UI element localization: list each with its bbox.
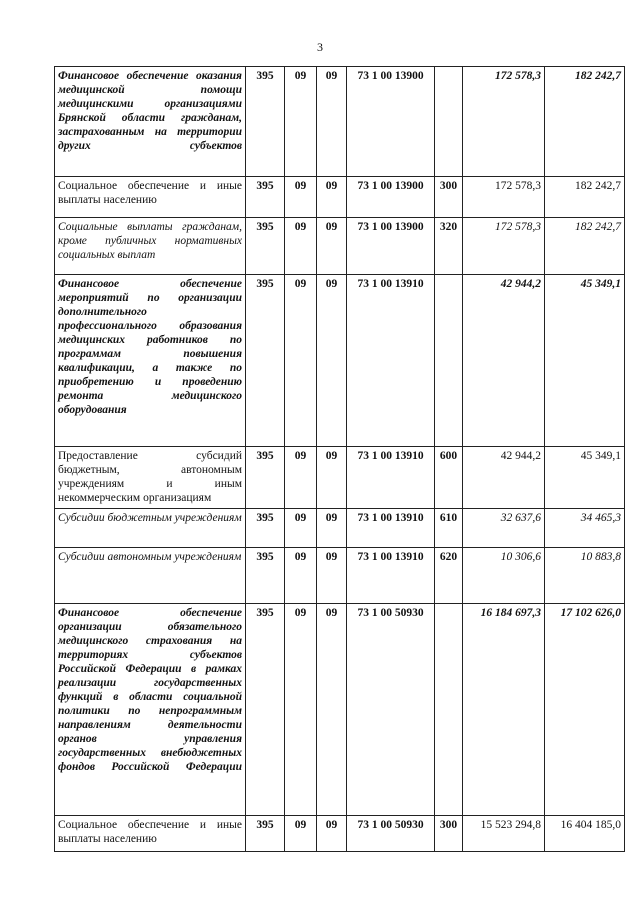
row-name: Социальное обеспечение и иные выплаты населению [55, 177, 246, 218]
table-row [55, 548, 625, 604]
cell-cs: 73 1 00 50930 [347, 816, 435, 852]
row-name: Финансовое обеспечение организации обязательного медицинского страхования на территориях субъектов Российской Федерации в рамках реализации государственных функций в области социальной политики по непрограммным направлениям деятельности органов управления государственных внебюджетных фондов Российской Федерации [55, 604, 246, 816]
page-number: 3 [317, 40, 323, 54]
cell-rz: 09 [285, 604, 317, 816]
cell-rz: 09 [285, 509, 317, 548]
table-row [55, 67, 625, 177]
cell-vr: 300 [435, 816, 463, 852]
cell-cs: 73 1 00 50930 [347, 604, 435, 816]
cell-vr [435, 604, 463, 816]
cell-vr: 300 [435, 177, 463, 218]
cell-year1: 172 578,3 [463, 67, 545, 177]
cell-pr: 09 [317, 275, 347, 447]
cell-gr: 395 [246, 548, 285, 604]
cell-gr: 395 [246, 275, 285, 447]
row-name: Субсидии автономным учреждениям [55, 548, 246, 604]
row-name: Субсидии бюджетным учреждениям [55, 509, 246, 548]
cell-pr: 09 [317, 816, 347, 852]
cell-rz: 09 [285, 177, 317, 218]
table-row [55, 177, 625, 218]
cell-rz: 09 [285, 275, 317, 447]
cell-pr: 09 [317, 447, 347, 509]
table-row [55, 509, 625, 548]
cell-pr: 09 [317, 509, 347, 548]
cell-year1: 32 637,6 [463, 509, 545, 548]
cell-vr: 610 [435, 509, 463, 548]
cell-year2: 45 349,1 [545, 447, 625, 509]
row-name: Финансовое обеспечение оказания медицинской помощи медицинскими организациями Брянской области гражданам, застрахованным на территории других субъектов [55, 67, 246, 177]
cell-cs: 73 1 00 13910 [347, 509, 435, 548]
cell-year2: 182 242,7 [545, 218, 625, 275]
cell-year1: 10 306,6 [463, 548, 545, 604]
cell-gr: 395 [246, 604, 285, 816]
table-row [55, 275, 625, 447]
cell-pr: 09 [317, 177, 347, 218]
cell-year2: 17 102 626,0 [545, 604, 625, 816]
table-row [55, 447, 625, 509]
budget-table [54, 66, 625, 852]
cell-year1: 172 578,3 [463, 218, 545, 275]
row-name: Социальные выплаты гражданам, кроме публичных нормативных социальных выплат [55, 218, 246, 275]
cell-pr: 09 [317, 67, 347, 177]
table-row [55, 816, 625, 852]
cell-cs: 73 1 00 13900 [347, 67, 435, 177]
cell-year2: 16 404 185,0 [545, 816, 625, 852]
cell-year2: 34 465,3 [545, 509, 625, 548]
table-row [55, 218, 625, 275]
cell-year1: 42 944,2 [463, 275, 545, 447]
cell-gr: 395 [246, 218, 285, 275]
cell-year1: 42 944,2 [463, 447, 545, 509]
cell-year2: 182 242,7 [545, 67, 625, 177]
cell-gr: 395 [246, 447, 285, 509]
row-name: Социальное обеспечение и иные выплаты населению [55, 816, 246, 852]
cell-cs: 73 1 00 13900 [347, 177, 435, 218]
cell-rz: 09 [285, 67, 317, 177]
cell-vr: 620 [435, 548, 463, 604]
cell-year2: 10 883,8 [545, 548, 625, 604]
cell-gr: 395 [246, 177, 285, 218]
cell-year2: 182 242,7 [545, 177, 625, 218]
cell-cs: 73 1 00 13910 [347, 447, 435, 509]
cell-rz: 09 [285, 816, 317, 852]
cell-vr: 320 [435, 218, 463, 275]
cell-cs: 73 1 00 13910 [347, 548, 435, 604]
cell-rz: 09 [285, 447, 317, 509]
cell-year1: 15 523 294,8 [463, 816, 545, 852]
row-name: Предоставление субсидий бюджетным, автономным учреждениям и иным некоммерческим организациям [55, 447, 246, 509]
cell-vr [435, 275, 463, 447]
cell-year2: 45 349,1 [545, 275, 625, 447]
cell-pr: 09 [317, 218, 347, 275]
cell-pr: 09 [317, 548, 347, 604]
cell-cs: 73 1 00 13900 [347, 218, 435, 275]
cell-year1: 16 184 697,3 [463, 604, 545, 816]
cell-pr: 09 [317, 604, 347, 816]
cell-year1: 172 578,3 [463, 177, 545, 218]
table-row [55, 604, 625, 816]
cell-rz: 09 [285, 548, 317, 604]
cell-gr: 395 [246, 816, 285, 852]
cell-vr [435, 67, 463, 177]
row-name: Финансовое обеспечение мероприятий по организации дополнительного профессионального образования медицинских работников по программам повышения квалификации, а также по приобретению и проведению ремонта медицинского оборудования [55, 275, 246, 447]
cell-cs: 73 1 00 13910 [347, 275, 435, 447]
cell-vr: 600 [435, 447, 463, 509]
cell-gr: 395 [246, 67, 285, 177]
cell-rz: 09 [285, 218, 317, 275]
cell-gr: 395 [246, 509, 285, 548]
